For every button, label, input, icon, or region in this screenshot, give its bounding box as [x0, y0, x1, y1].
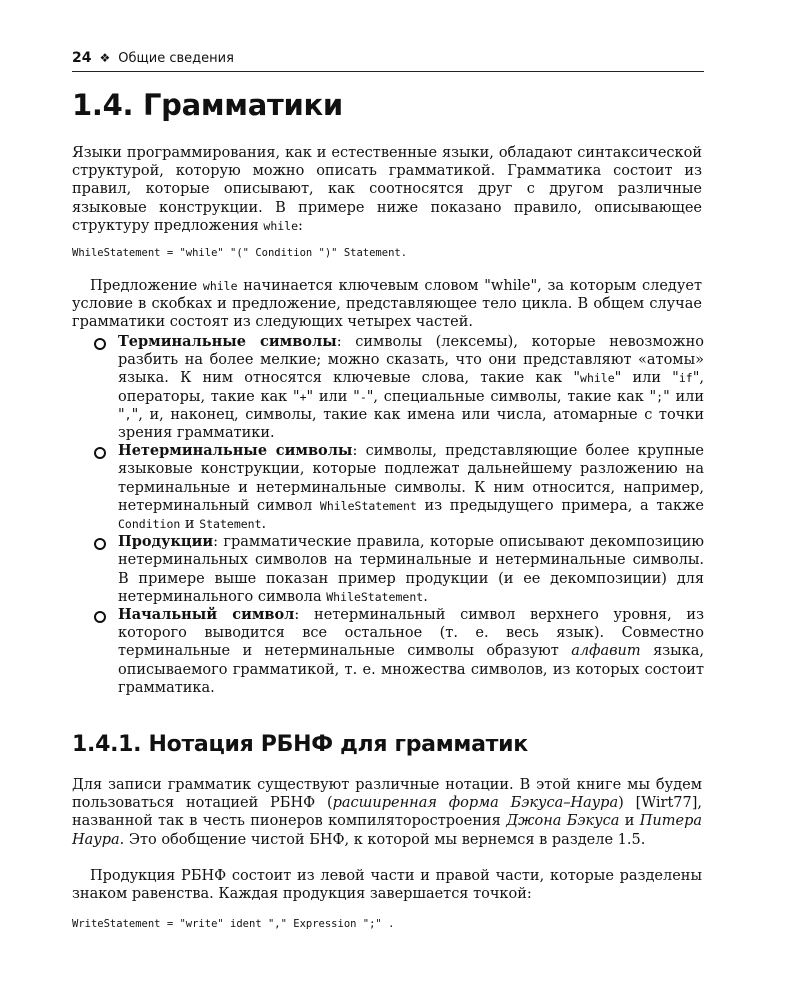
paragraph-production: Продукция РБНФ состоит из левой части и правой части, которые разделены знаком равенства. Каждая продукция завершается точкой: — [72, 868, 702, 903]
term-label: Продукции — [118, 533, 214, 551]
section-heading: 1.4. Грамматики — [72, 88, 343, 122]
term-label: Начальный символ — [118, 606, 295, 624]
list-item-terminals: Терминальные символы: символы (лексемы), которые невозможно разбить на более мелкие; можно сказать, что они представляют «атомы» языка. К ним относятся ключевые слова, такие как "while" или "if", операторы, такие как "+" или "-", специальные символы, такие как ";" или ",", и, наконец, символы, такие как имена или числа, атомарные с точки зрения грамматики. — [72, 333, 704, 442]
circle-bullet-icon — [94, 338, 106, 350]
circle-bullet-icon — [94, 538, 106, 550]
running-header — [72, 50, 704, 72]
intro-paragraph: Языки программирования, как и естественные языки, обладают синтаксической структурой, которую можно описать грамматикой. Грамматика состоит из правил, которые описывают, как соотносятся друг с другом различные языковые конструкции. В примере ниже показано правило, описывающее структуру предложения while: — [72, 145, 702, 234]
inline-code: while — [202, 279, 238, 293]
list-item-start-symbol: Начальный символ: нетерминальный символ верхнего уровня, из которого выводится все остальное (т. е. весь язык). Совместно терминальные и нетерминальные символы образуют алфавит языка, описываемого грамматикой, т. е. множества символов, из которых состоит грамматика. — [72, 606, 704, 697]
subsection-heading: 1.4.1. Нотация РБНФ для грамматик — [72, 732, 528, 757]
grammar-parts-list — [72, 333, 704, 697]
code-example-while: WhileStatement = "while" "(" Condition ")" Statement. — [72, 247, 408, 259]
paragraph-ebnf-notation: Для записи грамматик существуют различные нотации. В этой книге мы будем пользоваться нотацией РБНФ (расширенная форма Бэкуса–Наура) [Wirt77], названной так в честь пионеров компиляторостроения Джона Бэкуса и Питера Наура. Это обобщение чистой БНФ, к которой мы вернемся в разделе 1.5. — [72, 777, 703, 848]
paragraph-while: Предложение while начинается ключевым словом "while", за которым следует условие в скобках и предложение, представляющее тело цикла. В общем случае грамматики состоят из следующих четырех частей. — [72, 278, 702, 331]
circle-bullet-icon — [94, 611, 106, 623]
list-item-productions: Продукции: грамматические правила, которые описывают декомпозицию нетерминальных символов на терминальные и нетерминальные символы. В примере выше показан пример продукции (и ее декомпозиции) для нетерминального символа WhileStatement. — [72, 533, 704, 606]
code-example-write: WriteStatement = "write" ident "," Expression ";" . — [72, 918, 395, 930]
header-ornament-icon: ❖ — [99, 51, 111, 65]
circle-bullet-icon — [94, 447, 106, 459]
chapter-title: Общие сведения — [118, 51, 234, 66]
list-item-nonterminals: Нетерминальные символы: символы, представляющие более крупные языковые конструкции, которые подлежат дальнейшему разложению на терминальные и нетерминальные символы. К ним относится, например, нетерминальный символ WhileStatement из предыдущего примера, а также Condition и Statement. — [72, 442, 704, 533]
term-label: Нетерминальные символы — [118, 442, 353, 460]
term-label: Терминальные символы — [118, 333, 337, 350]
inline-code: while — [263, 218, 299, 233]
page-number: 24 — [72, 50, 92, 66]
